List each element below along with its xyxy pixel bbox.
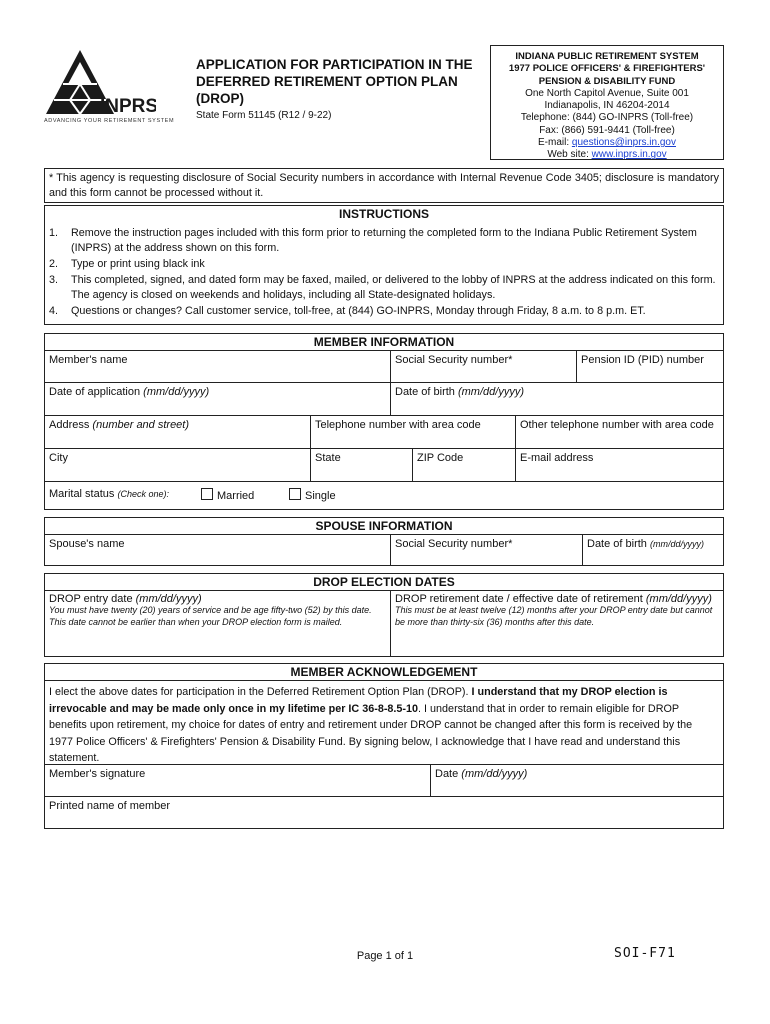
inprs-logo (44, 48, 156, 128)
address-field[interactable]: Address (number and street) (45, 416, 311, 449)
fund-name-line1: 1977 POLICE OFFICERS' & FIREFIGHTERS' (508, 63, 706, 75)
spouse-information-heading: SPOUSE INFORMATION (315, 519, 453, 533)
page-number: Page 1 of 1 (356, 950, 414, 962)
member-signature-field[interactable]: Member's signature (45, 764, 431, 797)
agency-web-line (491, 149, 723, 161)
spouse-ssn-field[interactable]: Social Security number* (391, 534, 583, 565)
instructions-heading: INSTRUCTIONS (339, 207, 429, 221)
drop-election-dates-section (44, 573, 724, 657)
city-field[interactable]: City (45, 449, 311, 482)
agency-website-link[interactable]: www.inprs.in.gov (591, 149, 667, 161)
state-form-number: State Form 51145 (R12 / 9-22) (196, 110, 332, 121)
instruction-item: 2. Type or print using black ink (49, 258, 205, 270)
pension-id-field[interactable]: Pension ID (PID) number (577, 350, 723, 383)
state-field[interactable]: State (311, 449, 413, 482)
drop-entry-date-field[interactable]: DROP entry date (mm/dd/yyyy) You must have twenty (20) years of service and be age fifty-two (52) by this date. This date cannot be earlier than when your DROP election form is mailed. (45, 590, 391, 656)
spouse-information-section (44, 517, 724, 566)
instruction-item: 3. This completed, signed, and dated form may be faxed, mailed, or delivered to the lobby of INPRS at the address indicated on this form. The agency is closed on weekends and holidays, including all State-designated holidays. (49, 274, 716, 301)
zip-code-field[interactable]: ZIP Code (413, 449, 516, 482)
form-title: APPLICATION FOR PARTICIPATION IN THE DEFERRED RETIREMENT OPTION PLAN (DROP) (196, 57, 473, 106)
instructions-list (45, 226, 723, 319)
instructions-section (44, 205, 724, 325)
web-label: Web site: (547, 149, 592, 161)
member-information-section (44, 333, 724, 510)
date-of-application-field[interactable]: Date of application (mm/dd/yyyy) (45, 383, 391, 416)
email-label: E-mail: (537, 137, 572, 149)
drop-election-dates-heading: DROP ELECTION DATES (313, 575, 455, 589)
agency-email-line (491, 137, 723, 149)
agency-name: INDIANA PUBLIC RETIREMENT SYSTEM (515, 51, 699, 62)
member-name-field[interactable]: Member's name (45, 350, 391, 383)
drop-retirement-note: This must be at least twelve (12) months after your DROP entry date but cannot be more than thirty-six (36) months after this date. (395, 605, 713, 627)
acknowledgement-statement: I elect the above dates for participation in the Deferred Retirement Option Plan (DROP). I understand that my DROP election is irrevocable and may be made only once in my lifetime per IC 36-8-8.5-10. I understand that in order to remain eligible for DROP benefits upon retirement, my choice for dates of entry and retirement under DROP cannot be changed after this form is received by the 1977 Police Officers' & Firefighters' Pension & Disability Fund. By signing below, I acknowledge that I have read and understand this statement. (49, 686, 693, 764)
member-ssn-field[interactable]: Social Security number* (391, 350, 577, 383)
marital-status-hint: (Check one): (117, 489, 169, 499)
spouse-name-field[interactable]: Spouse's name (45, 534, 391, 565)
member-information-heading: MEMBER INFORMATION (313, 335, 455, 349)
instruction-item: 4. Questions or changes? Call customer service, toll-free, at (844) GO-INPRS, Monday through Friday, 8 a.m. to 8 p.m. ET. (49, 305, 646, 317)
member-acknowledgement-section (44, 663, 724, 829)
marital-status-row (45, 482, 723, 509)
agency-phone: Telephone: (844) GO-INPRS (Toll-free) (520, 112, 694, 124)
agency-fax: Fax: (866) 591-9441 (Toll-free) (539, 124, 675, 136)
form-code: SOI-F71 (614, 946, 676, 961)
drop-retirement-date-field[interactable]: DROP retirement date / effective date of retirement (mm/dd/yyyy) This must be at least twelve (12) months after your DROP entry date but cannot be more than thirty-six (36) months after this date. (391, 590, 723, 656)
member-dob-field[interactable]: Date of birth (mm/dd/yyyy) (391, 383, 723, 416)
triangle-logo-icon (44, 48, 156, 120)
signature-date-field[interactable]: Date (mm/dd/yyyy) (431, 764, 723, 797)
married-checkbox[interactable]: Married (201, 488, 254, 502)
agency-email-link[interactable]: questions@inprs.in.gov (571, 137, 676, 149)
logo-tagline: ADVANCING YOUR RETIREMENT SYSTEM (44, 118, 175, 124)
member-acknowledgement-heading: MEMBER ACKNOWLEDGEMENT (45, 664, 723, 681)
instruction-item: 1. Remove the instruction pages included with this form prior to returning the completed form to the Indiana Public Retirement System (INPRS) at the address shown on this form. (49, 227, 697, 254)
agency-city: Indianapolis, IN 46204-2014 (544, 100, 670, 112)
drop-entry-note: You must have twenty (20) years of service and be age fifty-two (52) by this date. This date cannot be earlier than when your DROP election form is mailed. (49, 605, 372, 627)
telephone-field[interactable]: Telephone number with area code (311, 416, 516, 449)
other-telephone-field[interactable]: Other telephone number with area code (516, 416, 723, 449)
logo-text: INPRS (100, 96, 156, 117)
email-field[interactable]: E-mail address (516, 449, 723, 482)
marital-status-label: Marital status (49, 488, 118, 500)
agency-address-box (490, 45, 724, 160)
spouse-dob-field[interactable]: Date of birth (mm/dd/yyyy) (583, 534, 723, 565)
fund-name-line2: PENSION & DISABILITY FUND (538, 75, 676, 87)
ssn-disclosure-notice: * This agency is requesting disclosure of Social Security numbers in accordance with Internal Revenue Code 3405; disclosure is mandatory and this form cannot be processed without it. (44, 168, 724, 203)
single-checkbox[interactable]: Single (289, 488, 336, 502)
printed-name-field[interactable]: Printed name of member (49, 800, 171, 812)
agency-street: One North Capitol Avenue, Suite 001 (525, 87, 689, 99)
